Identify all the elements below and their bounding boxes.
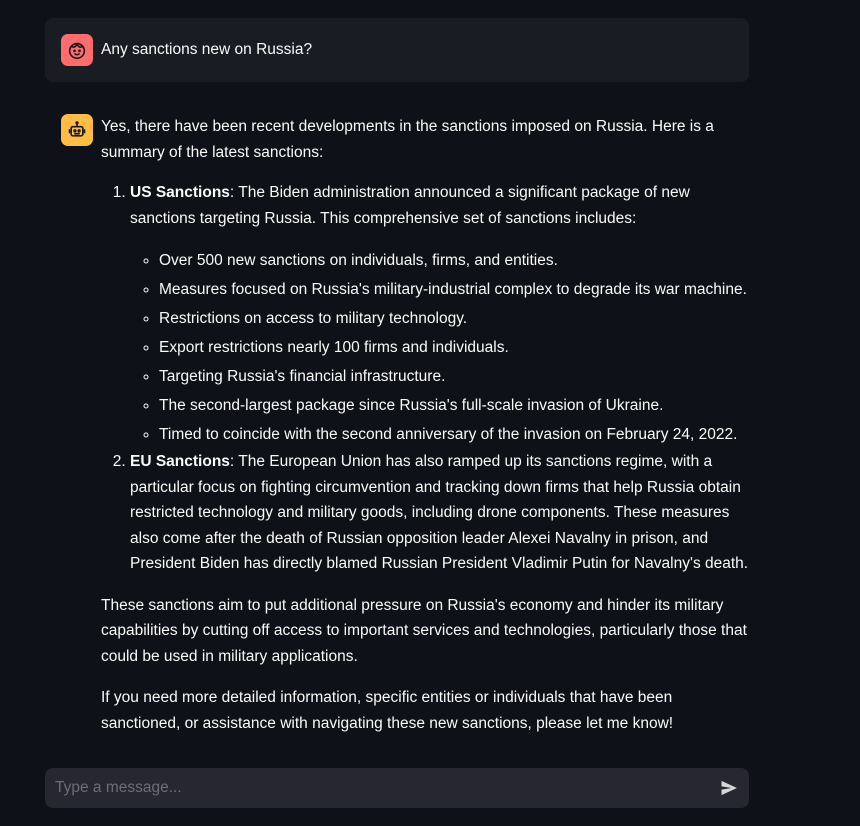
list-item: ◦ Targeting Russia's financial infrastructure. [159, 362, 751, 391]
us-sanctions-title: US Sanctions [130, 184, 230, 201]
user-message [45, 18, 749, 82]
send-button[interactable] [717, 776, 741, 800]
list-item: ◦ Export restrictions nearly 100 firms and individuals. [159, 333, 751, 362]
us-sanctions-bullets [130, 246, 751, 449]
chat-input-bar [45, 768, 749, 808]
list-item: ◦ Timed to coincide with the second anniversary of the invasion on February 24, 2022. [159, 420, 751, 449]
list-item: ◦ Over 500 new sanctions on individuals, firms, and entities. [159, 246, 751, 275]
list-item-us-sanctions [130, 180, 751, 449]
list-item-eu-sanctions [130, 449, 751, 577]
user-face-icon [66, 39, 88, 61]
assistant-message-body [101, 114, 751, 736]
us-sanctions-text: : The Biden administration announced a significant package of new sanctions targeting Russia. This comprehensive set of sanctions includes: [130, 184, 690, 227]
list-item: ◦ The second-largest package since Russia's full-scale invasion of Ukraine. [159, 391, 751, 420]
message-input[interactable] [45, 768, 705, 808]
sanctions-list [101, 180, 751, 577]
list-item: ◦ Restrictions on access to military technology. [159, 304, 751, 333]
assistant-avatar [61, 114, 93, 146]
robot-icon [67, 120, 87, 140]
assistant-paragraph-closing: If you need more detailed information, specific entities or individuals that have been sanctioned, or assistance with navigating these new sanctions, please let me know! [101, 689, 674, 732]
send-icon [719, 778, 739, 798]
assistant-paragraph-summary: These sanctions aim to put additional pressure on Russia's economy and hinder its military capabilities by cutting off access to important services and technologies, particularly those that could be used in military applications. [101, 596, 747, 665]
eu-sanctions-text: : The European Union has also ramped up its sanctions regime, with a particular focus on fighting circumvention and tracking down firms that help Russia obtain restricted technology and military goods, including drone components. These measures also come after the death of Russian opposition leader Alexei Navalny in prison, and President Biden has directly blamed Russian President Vladimir Putin for Navalny's death. [130, 453, 749, 572]
assistant-message [45, 114, 749, 736]
user-avatar [61, 34, 93, 66]
assistant-intro: Yes, there have been recent developments in the sanctions imposed on Russia. Here is a summary of the latest sanctions: [101, 118, 714, 161]
eu-sanctions-title: EU Sanctions [130, 453, 230, 470]
list-item: ◦ Measures focused on Russia's military-industrial complex to degrade its war machine. [159, 275, 751, 304]
user-message-text: Any sanctions new on Russia? [101, 41, 313, 58]
